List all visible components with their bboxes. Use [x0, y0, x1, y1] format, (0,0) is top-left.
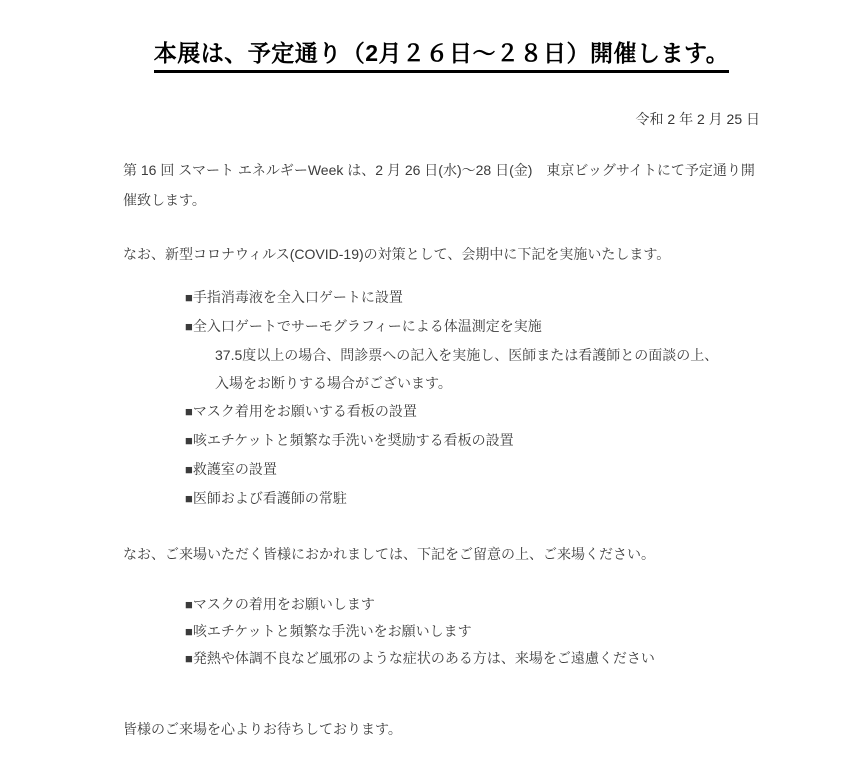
- list-item: [185, 484, 760, 513]
- measures-list: [123, 283, 760, 513]
- bullet-square-icon: ■: [185, 491, 193, 506]
- list-item-text: マスクの着用をお願いします: [192, 596, 375, 612]
- title-row: [123, 38, 760, 73]
- measures-intro-paragraph: なお、新型コロナウィルス(COVID-19)の対策として、会期中に下記を実施いたします。: [123, 246, 671, 262]
- list-item: [185, 312, 760, 341]
- list-item-text: 入場をお断りする場合がございます。: [215, 375, 452, 391]
- list-item-text: 医師および看護師の常駐: [192, 490, 347, 506]
- list-item-text: 37.5度以上の場合、問診票への記入を実施し、医師または看護師との面談の上、: [215, 347, 719, 363]
- bullet-square-icon: ■: [185, 433, 193, 448]
- list-item-text: マスク着用をお願いする看板の設置: [192, 403, 417, 419]
- bullet-square-icon: ■: [185, 651, 193, 666]
- list-item-text: 救護室の設置: [192, 461, 277, 477]
- visitors-list: [123, 591, 760, 672]
- bullet-square-icon: ■: [185, 624, 193, 639]
- list-subline: [215, 341, 760, 369]
- visitors-intro-paragraph: なお、ご来場いただく皆様におかれましては、下記をご留意の上、ご来場ください。: [123, 546, 655, 562]
- bullet-square-icon: ■: [185, 597, 193, 612]
- list-item-text: 全入口ゲートでサーモグラフィーによる体温測定を実施: [192, 318, 542, 334]
- list-item: [185, 283, 760, 312]
- list-item-text: 咳エチケットと頻繁な手洗いをお願いします: [192, 623, 472, 639]
- bullet-square-icon: ■: [185, 319, 193, 334]
- list-item: [185, 426, 760, 455]
- list-item: [185, 618, 760, 645]
- list-item-text: 発熱や体調不良など風邪のような症状のある方は、来場をご遠慮ください: [192, 650, 655, 666]
- list-item-text: 手指消毒液を全入口ゲートに設置: [192, 289, 403, 305]
- list-item: [185, 645, 760, 672]
- intro-paragraph: 第 16 回 スマート エネルギーWeek は、2 月 26 日(水)～28 日(金) 東京ビッグサイトにて予定通り開催致します。: [123, 162, 755, 208]
- document-date: 令和 2 年 2 月 25 日: [635, 111, 760, 127]
- list-subline: [215, 369, 760, 397]
- bullet-square-icon: ■: [185, 404, 193, 419]
- list-item: [185, 455, 760, 484]
- bullet-square-icon: ■: [185, 290, 193, 305]
- list-item: [185, 397, 760, 426]
- bullet-square-icon: ■: [185, 462, 193, 477]
- page-title: 本展は、予定通り（2月２６日～２８日）開催します。: [154, 38, 729, 73]
- closing-paragraph: 皆様のご来場を心よりお待ちしております。: [123, 721, 402, 737]
- list-item-text: 咳エチケットと頻繁な手洗いを奨励する看板の設置: [192, 432, 514, 448]
- list-item: [185, 591, 760, 618]
